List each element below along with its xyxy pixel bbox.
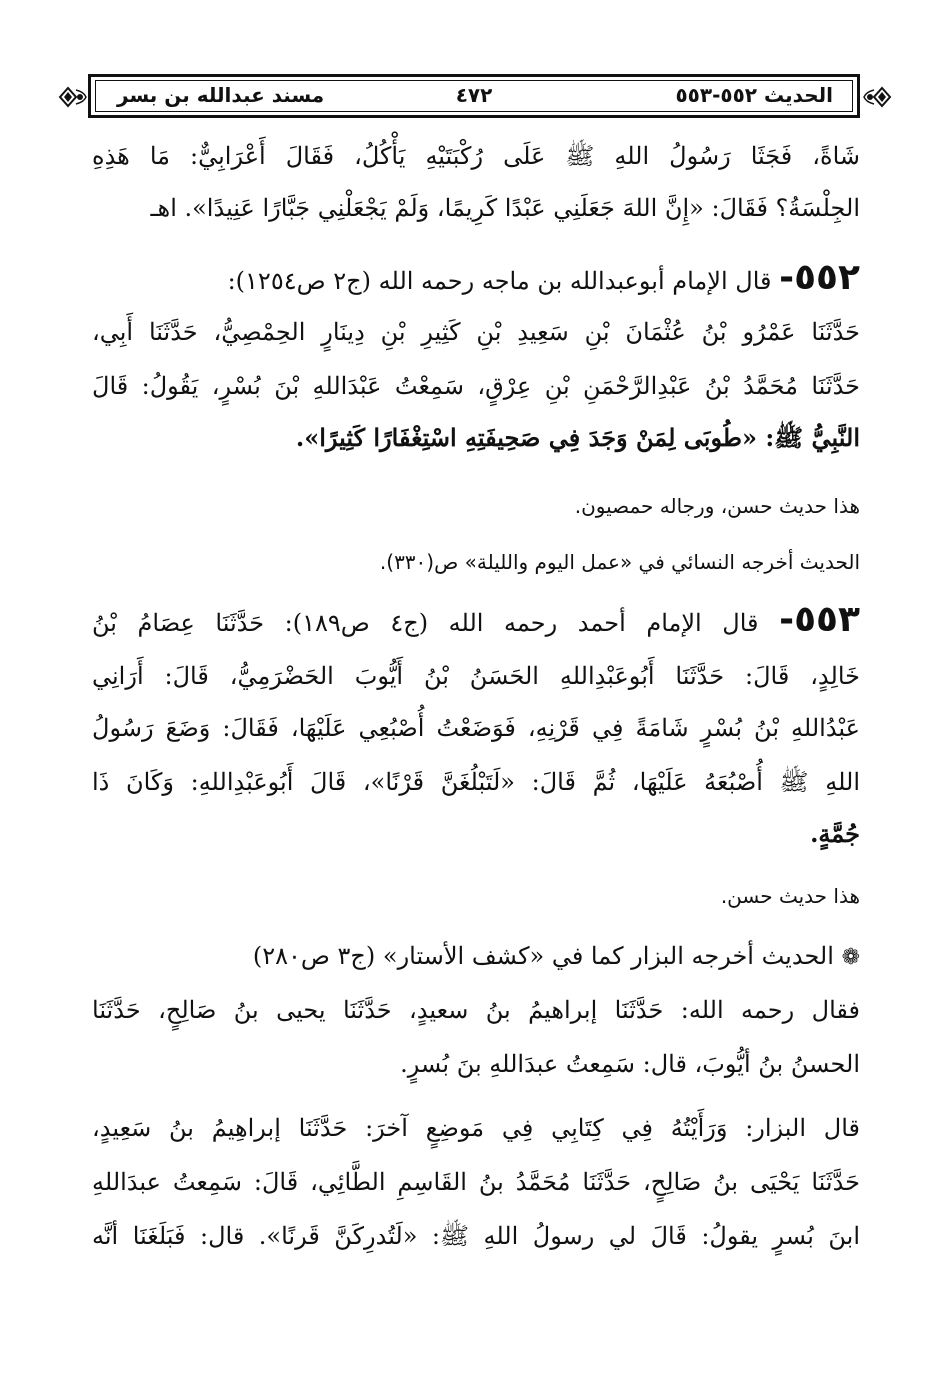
grading-note: هذا حديث حسن، ورجاله حمصيون. [574, 494, 860, 518]
hadith-intro: قال الإمام أحمد رحمه الله (ج٤ ص١٨٩): حَدَّثَنَا عِصَامُ بْنُ [92, 609, 759, 637]
page-number: ٤٧٢ [455, 83, 493, 107]
hadith-heading [92, 599, 860, 640]
running-header [88, 74, 860, 118]
text-line: حَدَّثَنَا مُحَمَّدُ بْنُ عَبْدِالرَّحْمَنِ بْنِ عِرْقٍ، سَمِعْتُ عَبْدَاللهِ بْنَ بُسْرٍ، يَقُولُ: قَالَ [92, 372, 860, 400]
text-line: حَدَّثَنَا يَحْيَى بنُ صَالِحٍ، حَدَّثَنَا مُحَمَّدُ بنُ القَاسِمِ الطَّائِي، قَالَ: سَمِعتُ عبدَاللهِ [92, 1168, 860, 1196]
text-line: قال البزار: وَرَأَيْتُهُ فِي كِتَابِي فِي مَوضِعٍ آخرَ: حَدَّثَنَا إبراهِيمُ بنُ سَعِيدٍ، [92, 1114, 860, 1142]
text-line: الجِلْسَةُ؟ فَقَالَ: «إِنَّ اللهَ جَعَلَنِي عَبْدًا كَرِيمًا، وَلَمْ يَجْعَلْنِي جَبَّارًا عَنِيدًا». اهـ [150, 194, 860, 222]
left-ornament-icon [58, 82, 88, 112]
text-line: النَّبِيُّ ﷺ: «طُوبَى لِمَنْ وَجَدَ فِي صَحِيفَتِهِ اسْتِغْفَارًا كَثِيرًا». [295, 423, 860, 452]
right-ornament-icon [862, 82, 892, 112]
hadith-number: ٥٥٢- [779, 257, 860, 298]
header-book-title: مسند عبدالله بن بسر [117, 83, 325, 107]
hadith-intro: قال الإمام أبوعبدالله بن ماجه رحمه الله (ج٢ ص١٢٥٤): [227, 267, 772, 295]
text-line: شَاةً، فَجَثَا رَسُولُ اللهِ ﷺ عَلَى رُكْبَتَيْهِ يَأْكُلُ، فَقَالَ أَعْرَابِيٌّ: مَا هَذِهِ [92, 142, 860, 170]
takhrij-heading [92, 940, 860, 974]
text-line: ابنَ بُسرٍ يقولُ: قَالَ لي رسولُ اللهِ ﷺ: «لَتُدرِكَنَّ قَرنًا». قال: فَبَلَغَنَا أنَّه [92, 1222, 860, 1250]
text-line: الحسنُ بنُ أيُّوبَ، قال: سَمِعتُ عبدَاللهِ بنَ بُسرٍ. [400, 1050, 860, 1078]
text-line: فقال رحمه الله: حَدَّثَنَا إبراهيمُ بنُ سعيدٍ، حَدَّثَنَا يحيى بنُ صَالِحٍ، حَدَّثَنَا [92, 996, 860, 1024]
text-line: خَالِدٍ، قَالَ: حَدَّثَنَا أَبُوعَبْدِاللهِ الحَسَنُ بْنُ أَيُّوبَ الحَضْرَمِيُّ، قَالَ: أَرَانِي [92, 662, 860, 690]
text-line: عَبْدُاللهِ بْنُ بُسْرٍ شَامَةً فِي قَرْنِهِ، فَوَضَعْتُ أُصْبُعِي عَلَيْهَا، فَقَالَ: وَضَعَ رَسُولُ [92, 714, 860, 742]
takhrij-note: الحديث أخرجه النسائي في «عمل اليوم والليلة» ص(٣٣٠). [379, 550, 860, 574]
hadith-heading [92, 257, 860, 298]
grading-note: هذا حديث حسن. [720, 884, 860, 908]
flower-bullet-icon: ❁ [841, 945, 860, 970]
header-hadith-range: الحديث ٥٥٢-٥٥٣ [675, 83, 833, 107]
text-line: اللهِ ﷺ أُصْبُعَهُ عَلَيْهَا، ثُمَّ قَالَ: «لَتَبْلُغَنَّ قَرْنًا»، قَالَ أَبُوعَبْدِاللهِ: وَكَانَ ذَا [92, 768, 860, 796]
takhrij-intro: الحديث أخرجه البزار كما في «كشف الأستار» (ج٣ ص٢٨٠) [252, 942, 834, 970]
text-line: جُمَّةٍ. [810, 819, 860, 848]
hadith-number: ٥٥٣- [779, 599, 860, 640]
text-line: حَدَّثَنَا عَمْرُو بْنُ عُثْمَانَ بْنِ سَعِيدِ بْنِ كَثِيرِ بْنِ دِينَارٍ الحِمْصِيُّ، حَدَّثَنَا أَبِي، [92, 318, 860, 346]
